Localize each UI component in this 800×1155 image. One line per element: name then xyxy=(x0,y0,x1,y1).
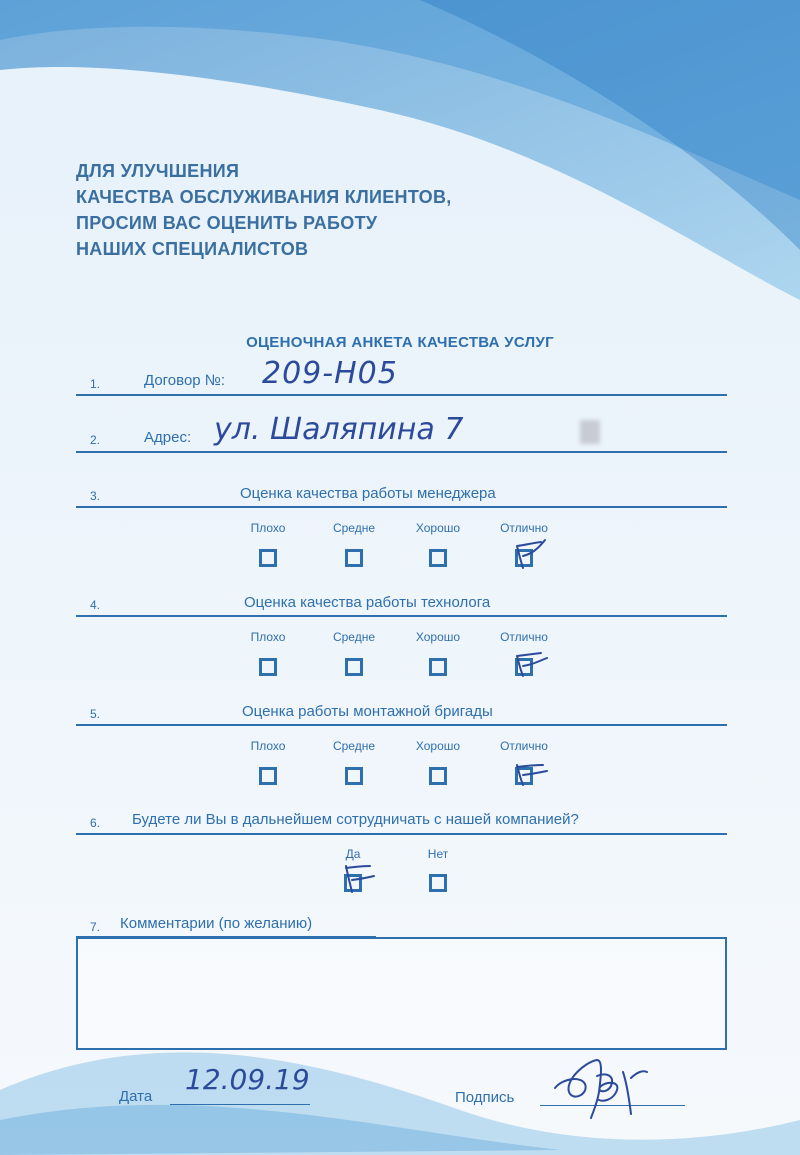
option-label: Плохо xyxy=(250,521,286,535)
item-number: 5. xyxy=(90,707,101,721)
comments-label: Комментарии (по желанию) xyxy=(120,915,313,932)
checkbox-manager-average[interactable] xyxy=(345,549,363,567)
option-label: Средне xyxy=(332,739,376,753)
option-label: Хорошо xyxy=(415,739,461,753)
option-label: Хорошо xyxy=(415,521,461,535)
heading-line: ДЛЯ УЛУЧШЕНИЯ xyxy=(76,161,240,181)
option-label: Средне xyxy=(332,630,376,644)
comments-textarea[interactable] xyxy=(76,937,727,1050)
check-mark-icon xyxy=(505,747,555,792)
checkbox-installation-average[interactable] xyxy=(345,767,363,785)
redacted-blur xyxy=(580,420,600,444)
heading-line: ПРОСИМ ВАС ОЦЕНИТЬ РАБОТУ xyxy=(76,213,378,233)
address-line xyxy=(76,451,727,453)
checkbox-installation-good[interactable] xyxy=(429,767,447,785)
checkbox-technologist-bad[interactable] xyxy=(259,658,277,676)
question-line xyxy=(76,615,727,617)
checkbox-manager-good[interactable] xyxy=(429,549,447,567)
checkbox-cooperate-no[interactable] xyxy=(429,874,447,892)
option-label: Да xyxy=(345,847,361,861)
item-number: 6. xyxy=(90,816,101,830)
date-field[interactable]: 12.09.19 xyxy=(185,1063,310,1096)
question-title-manager: Оценка качества работы менеджера xyxy=(240,485,496,502)
item-number: 1. xyxy=(90,377,101,391)
intro-heading xyxy=(76,158,452,262)
item-number: 7. xyxy=(90,920,101,934)
heading-line: КАЧЕСТВА ОБСЛУЖИВАНИЯ КЛИЕНТОВ, xyxy=(76,187,452,207)
option-label: Хорошо xyxy=(415,630,461,644)
item-number: 2. xyxy=(90,433,101,447)
address-label: Адрес: xyxy=(144,429,192,446)
signature-label: Подпись xyxy=(455,1089,515,1106)
checkbox-technologist-average[interactable] xyxy=(345,658,363,676)
checkbox-manager-bad[interactable] xyxy=(259,549,277,567)
contract-line xyxy=(76,394,727,396)
checkbox-technologist-good[interactable] xyxy=(429,658,447,676)
question-title-cooperate: Будете ли Вы в дальнейшем сотрудничать с нашей компанией? xyxy=(132,811,579,828)
question-title-installation: Оценка работы монтажной бригады xyxy=(242,703,493,720)
item-number: 4. xyxy=(90,598,101,612)
question-line xyxy=(76,833,727,835)
item-number: 3. xyxy=(90,489,101,503)
check-mark-icon xyxy=(334,852,384,897)
option-label: Отлично xyxy=(500,521,548,535)
contract-number-field[interactable]: 209-Н05 xyxy=(262,356,398,391)
signature-scribble[interactable] xyxy=(545,1042,655,1127)
date-label: Дата xyxy=(119,1088,153,1105)
question-line xyxy=(76,506,727,508)
contract-label: Договор №: xyxy=(144,372,226,389)
option-label: Нет xyxy=(427,847,449,861)
option-label: Средне xyxy=(332,521,376,535)
option-label: Плохо xyxy=(250,630,286,644)
form-title: ОЦЕНОЧНАЯ АНКЕТА КАЧЕСТВА УСЛУГ xyxy=(246,334,554,351)
question-title-technologist: Оценка качества работы технолога xyxy=(244,594,491,611)
check-mark-icon xyxy=(505,638,555,683)
option-label: Отлично xyxy=(500,630,548,644)
heading-line: НАШИХ СПЕЦИАЛИСТОВ xyxy=(76,239,309,259)
date-line xyxy=(170,1104,310,1105)
option-label: Плохо xyxy=(250,739,286,753)
option-label: Отлично xyxy=(500,739,548,753)
address-field[interactable]: ул. Шаляпина 7 xyxy=(214,412,464,447)
question-line xyxy=(76,724,727,726)
check-mark-icon xyxy=(505,530,555,575)
checkbox-installation-bad[interactable] xyxy=(259,767,277,785)
